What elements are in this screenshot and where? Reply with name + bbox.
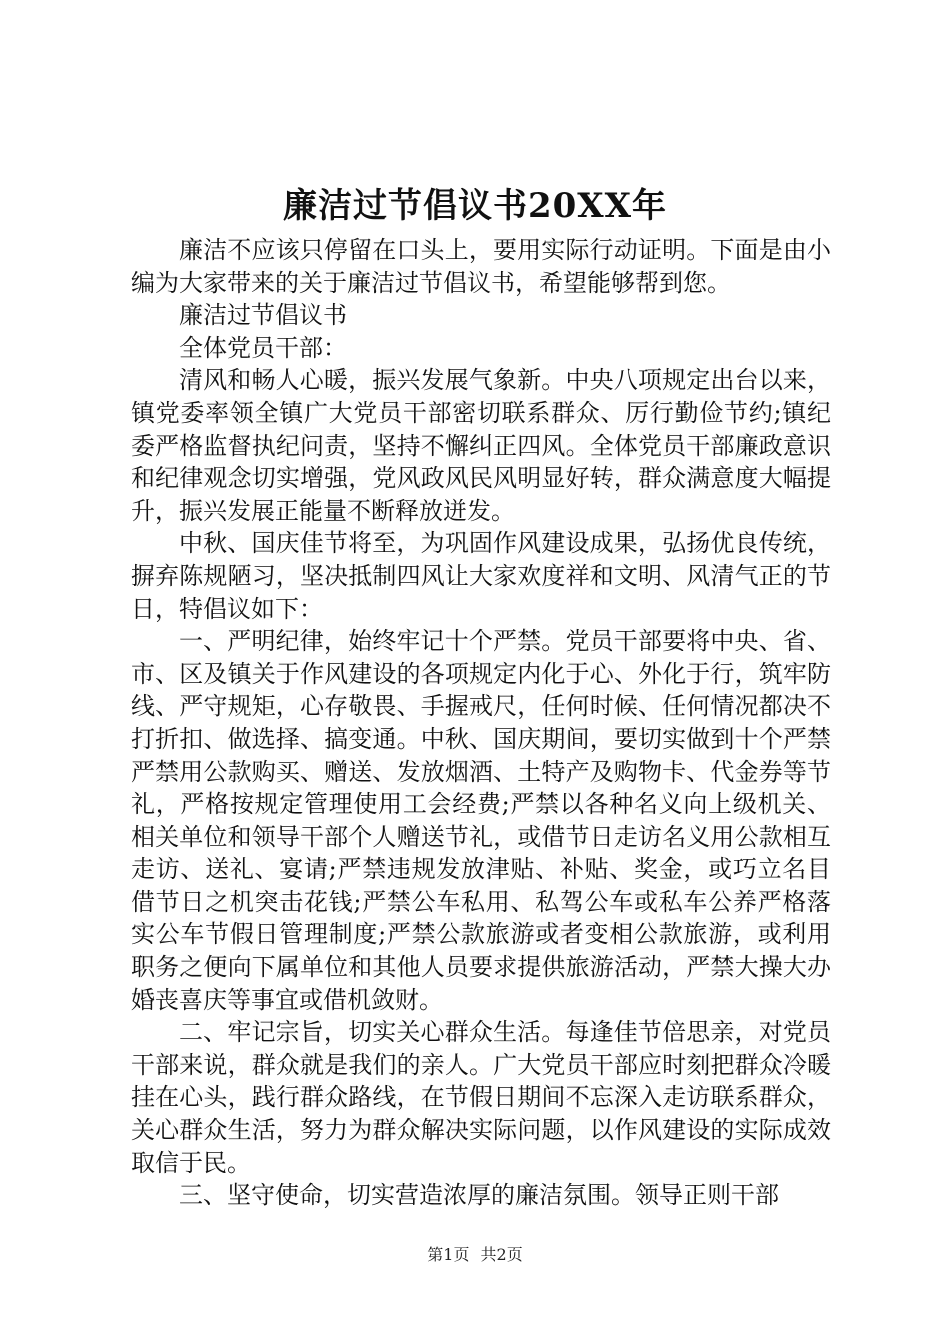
body-paragraph: 一、严明纪律，始终牢记十个严禁。党员干部要将中央、省、市、区及镇关于作风建设的各项规定内化于心、外化于行，筑牢防线、严守规矩，心存敬畏、手握戒尺，任何时候、任何情况都决不打折扣、做选择、搞变通。中秋、国庆期间，要切实做到十个严禁严禁用公款购买、赠送、发放烟酒、土特产及购物卡、代金券等节礼，严格按规定管理使用工会经费;严禁以各种名义向上级机关、相关单位和领导干部个人赠送节礼，或借节日走访名义用公款相互走访、送礼、宴请;严禁违规发放津贴、补贴、奖金，或巧立名目借节日之机突击花钱;严禁公车私用、私驾公车或私车公养严格落实公车节假日管理制度;严禁公款旅游或者变相公款旅游，或利用职务之便向下属单位和其他人员要求提供旅游活动，严禁大操大办婚丧喜庆等事宜或借机敛财。: [131, 627, 831, 1014]
body-paragraph: 清风和畅人心暖，振兴发展气象新。中央八项规定出台以来，镇党委率领全镇广大党员干部密切联系群众、厉行勤俭节约;镇纪委严格监督执纪问责，坚持不懈纠正四风。全体党员干部廉政意识和纪律观念切实增强，党风政风民风明显好转，群众满意度大幅提升，振兴发展正能量不断释放迸发。: [131, 366, 831, 525]
document-title: 廉洁过节倡议书20XX年: [282, 186, 668, 226]
salutation-paragraph: 全体党员干部：: [179, 333, 347, 362]
page-number: 第1页: [427, 1245, 470, 1264]
body-paragraph: 三、坚守使命，切实营造浓厚的廉洁氛围。领导正则干部: [179, 1181, 779, 1210]
body-paragraph: 二、牢记宗旨，切实关心群众生活。每逢佳节倍思亲，对党员干部来说，群众就是我们的亲人。广大党员干部应时刻把群众冷暖挂在心头，践行群众路线，在节假日期间不忘深入走访联系群众，关心群众生活，努力为群众解决实际问题，以作风建设的实际成效取信于民。: [131, 1018, 831, 1177]
page-total: 共2页: [480, 1245, 523, 1264]
body-paragraph: 中秋、国庆佳节将至，为巩固作风建设成果，弘扬优良传统，摒弃陈规陋习，坚决抵制四风让大家欢度祥和文明、风清气正的节日，特倡议如下：: [131, 529, 831, 623]
page-footer: [0, 1244, 950, 1266]
document-body: [131, 234, 831, 1212]
subheading-paragraph: 廉洁过节倡议书: [179, 301, 347, 330]
intro-paragraph: 廉洁不应该只停留在口头上，要用实际行动证明。下面是由小编为大家带来的关于廉洁过节倡议书，希望能够帮到您。: [131, 236, 831, 297]
